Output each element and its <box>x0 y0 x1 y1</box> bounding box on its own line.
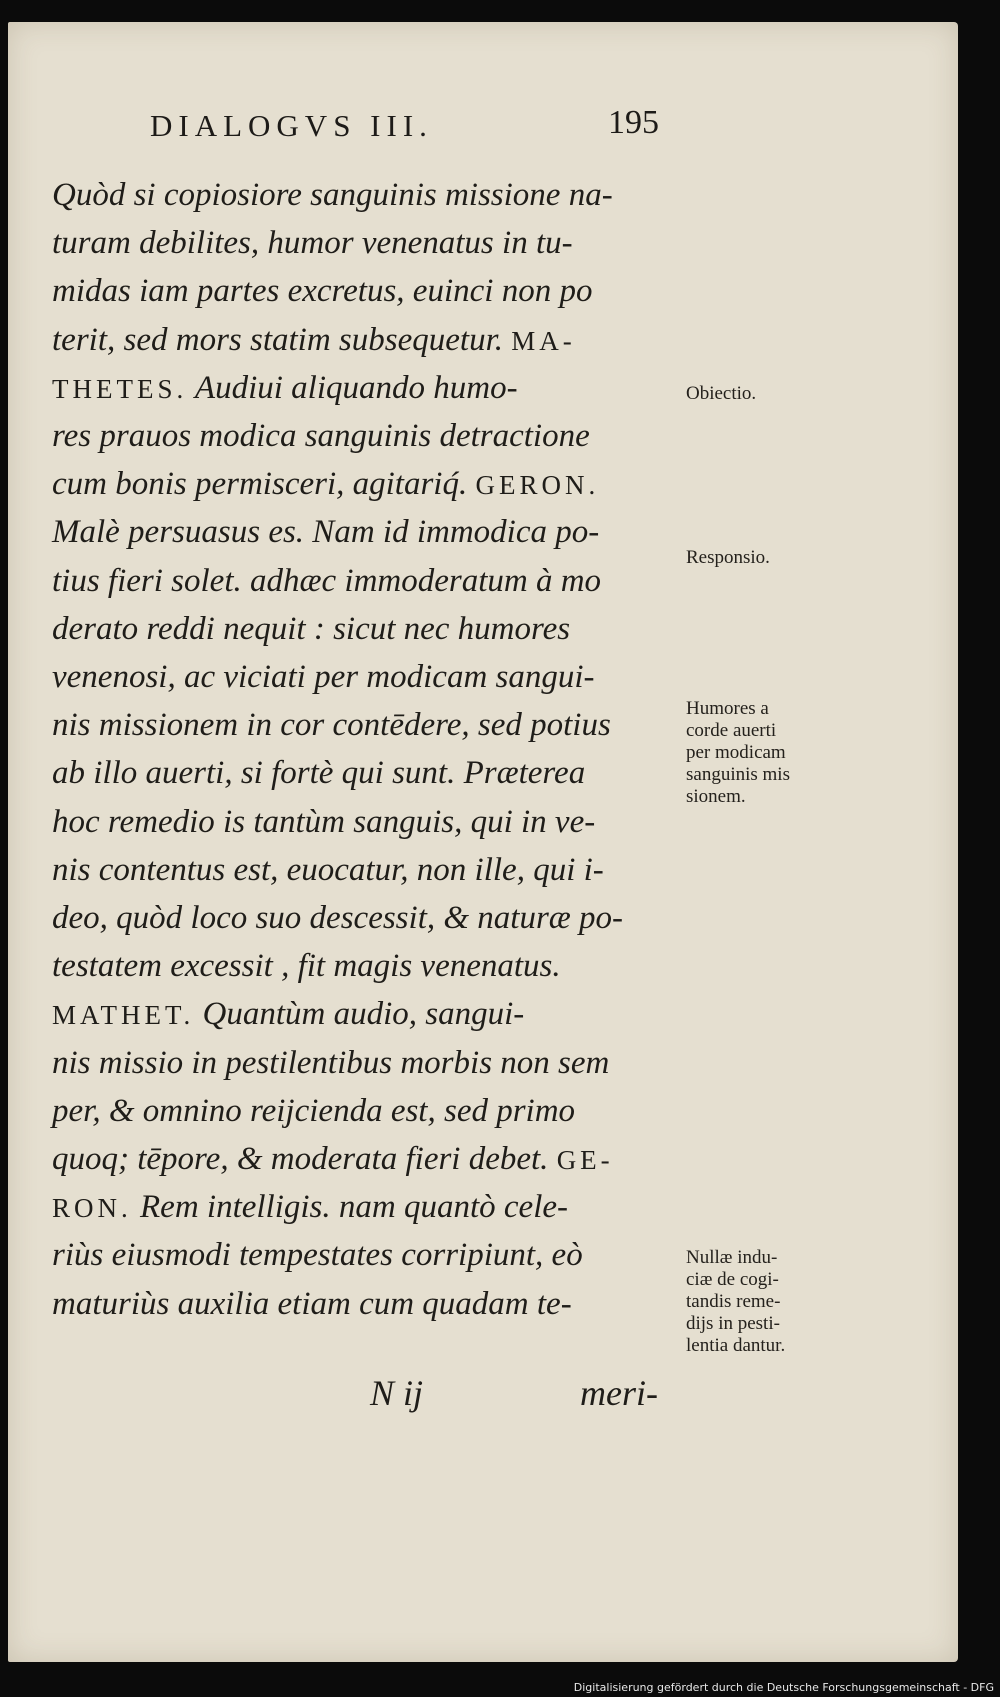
line-text: turam debilites, humor venenatus in tu- <box>52 225 573 262</box>
line-text: cum bonis permisceri, agitariq́. <box>52 466 468 503</box>
line-text: testatem excessit , fit magis venenatus. <box>52 948 561 985</box>
text-line <box>52 657 682 697</box>
margin-note-line: sionem. <box>686 786 746 807</box>
margin-note-line: Nullæ indu- <box>686 1247 778 1268</box>
text-line <box>52 994 682 1035</box>
line-text: per, & omnino reijcienda est, sed primo <box>52 1092 576 1129</box>
line-text: Audiui aliquando humo- <box>194 369 518 406</box>
page-number: 195 <box>608 104 659 141</box>
book-page <box>8 22 958 1662</box>
margin-note-line: dijs in pesti- <box>686 1313 780 1334</box>
running-header: DIALOGVS III. <box>150 108 433 143</box>
margin-note <box>686 1247 836 1357</box>
margin-note-line: ciæ de cogi- <box>686 1269 779 1290</box>
line-text: terit, sed mors statim subsequetur. <box>52 321 504 358</box>
line-text: midas iam partes excretus, euinci non po <box>52 273 593 310</box>
catchword: meri- <box>580 1373 658 1413</box>
margin-note-line: per modicam <box>686 742 786 763</box>
margin-note-line: Responsio. <box>686 547 770 568</box>
text-line <box>52 705 682 745</box>
margin-note <box>686 383 836 405</box>
text-line <box>52 850 682 890</box>
text-line <box>52 898 682 938</box>
text-line <box>52 1139 682 1180</box>
text-line <box>52 561 682 601</box>
speaker-name: MATHET. <box>52 1000 195 1031</box>
line-text: derato reddi nequit : sicut nec humores <box>52 610 571 647</box>
margin-note <box>686 698 836 808</box>
line-text: ab illo auerti, si fortè qui sunt. Præterea <box>52 755 586 792</box>
line-text: venenosi, ac viciati per modicam sangui- <box>52 659 595 695</box>
text-line <box>52 175 682 215</box>
line-text: deo, quòd loco suo descessit, & naturæ po- <box>52 900 624 936</box>
line-text: tius fieri solet. adhæc immoderatum à mo <box>52 562 602 599</box>
speaker-name: RON. <box>52 1193 132 1224</box>
text-line <box>52 1187 682 1228</box>
line-text: Rem intelligis. nam quantò cele- <box>140 1189 569 1226</box>
text-line <box>52 368 682 409</box>
line-text: Malè persuasus es. Nam id immodica po- <box>52 514 600 551</box>
margin-note-line: lentia dantur. <box>686 1335 786 1356</box>
text-line <box>52 512 682 552</box>
margin-note-line: sanguinis mis <box>686 764 790 785</box>
signature-mark: N ij <box>370 1373 424 1413</box>
line-text: hoc remedio is tantùm sanguis, qui in ve- <box>52 803 596 840</box>
text-line <box>52 271 682 311</box>
margin-note <box>686 547 836 569</box>
margin-note-line: Obiectio. <box>686 383 757 404</box>
line-text: nis missionem in cor contēdere, sed potius <box>52 707 611 744</box>
margin-note-line: tandis reme- <box>686 1291 781 1312</box>
text-line <box>52 1091 682 1131</box>
line-text: quoq; tēpore, & moderata fieri debet. <box>52 1141 549 1177</box>
digitization-credit: Digitalisierung gefördert durch die Deutsche Forschungsgemeinschaft - DFG <box>573 1681 994 1694</box>
line-text: Quòd si copiosiore sanguinis missione na- <box>52 177 613 213</box>
text-line <box>52 223 682 263</box>
line-text: nis contentus est, euocatur, non ille, qui i- <box>52 851 604 888</box>
text-line <box>52 802 682 842</box>
text-line <box>52 753 682 793</box>
line-text: nis missio in pestilentibus morbis non sem <box>52 1044 610 1081</box>
text-line <box>52 464 682 505</box>
text-line <box>52 416 682 456</box>
line-text: maturiùs auxilia etiam cum quadam te- <box>52 1285 572 1322</box>
speaker-name: THETES. <box>52 373 188 404</box>
text-line <box>52 1284 682 1324</box>
margin-note-line: Humores a <box>686 698 769 719</box>
speaker-name: GE- <box>556 1145 614 1175</box>
margin-note-line: corde auerti <box>686 720 777 741</box>
line-text: riùs eiusmodi tempestates corripiunt, eò <box>52 1237 583 1274</box>
text-line <box>52 320 682 361</box>
text-line <box>52 609 682 649</box>
speaker-name: GERON. <box>475 470 600 501</box>
text-line <box>52 1043 682 1083</box>
text-line <box>52 1235 682 1275</box>
line-text: Quantùm audio, sangui- <box>202 996 525 1033</box>
text-line <box>52 946 682 986</box>
speaker-name: MA- <box>511 325 576 356</box>
line-text: res prauos modica sanguinis detractione <box>52 418 590 454</box>
